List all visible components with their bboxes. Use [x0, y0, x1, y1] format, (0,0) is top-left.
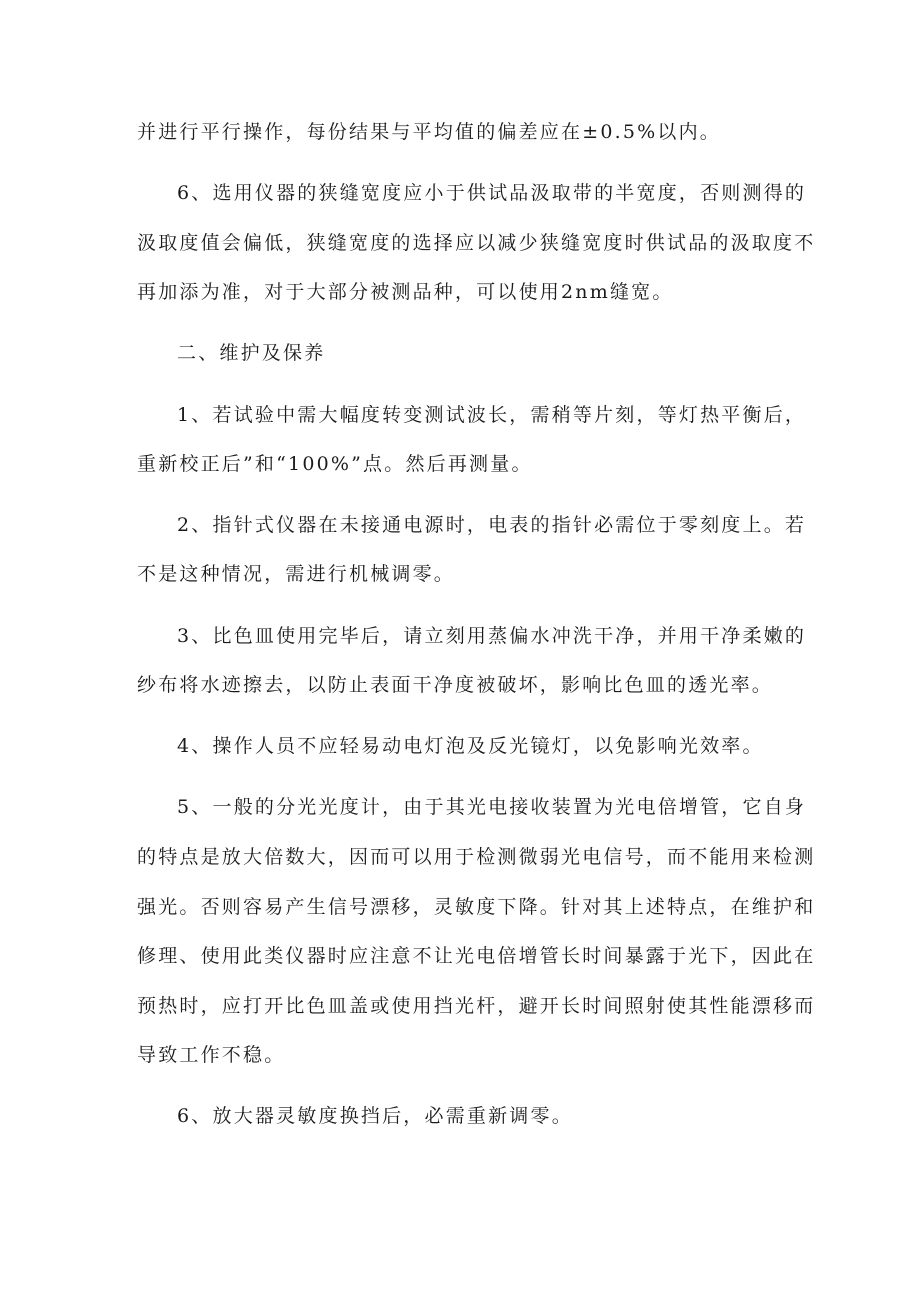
text-line: 6、选用仪器的狭缝宽度应小于供试品汲取带的半宽度，否则测得的 [177, 182, 807, 204]
text-line: 修理、使用此类仪器时应注意不让光电倍增管长时间暴露于光下，因此在 [137, 945, 816, 967]
text-line: 并进行平行操作，每份结果与平均值的偏差应在±0.5%以内。 [137, 121, 721, 143]
text-line: 再加添为准，对于大部分被测品种，可以使用2nm缝宽。 [137, 281, 674, 303]
text-line: 2、指针式仪器在未接通电源时，电表的指针必需位于零刻度上。若 [177, 514, 807, 536]
text-line: 汲取度值会偏低，狭缝宽度的选择应以减少狭缝宽度时供试品的汲取度不 [137, 232, 816, 254]
text-line: 强光。否则容易产生信号漂移，灵敏度下降。针对其上述特点，在维护和 [137, 896, 816, 918]
text-line: 导致工作不稳。 [137, 1044, 286, 1066]
text-line: 纱布将水迹擦去，以防止表面干净度被破坏，影响比色皿的透光率。 [137, 674, 774, 696]
text-line: 1、若试验中需大幅度转变测试波长，需稍等片刻，等灯热平衡后， [177, 404, 807, 426]
text-line: 5、一般的分光光度计，由于其光电接收装置为光电倍增管，它自身 [177, 796, 807, 818]
text-line: 重新校正后”和“100%”点。然后再测量。 [137, 453, 533, 475]
text-line: 不是这种情况，需进行机械调零。 [137, 563, 456, 585]
text-line: 6、放大器灵敏度换挡后，必需重新调零。 [177, 1105, 573, 1127]
text-line: 预热时，应打开比色皿盖或使用挡光杆，避开长时间照射使其性能漂移而 [137, 995, 816, 1017]
section-heading: 二、维护及保养 [177, 342, 326, 364]
text-line: 3、比色皿使用完毕后，请立刻用蒸偏水冲洗干净，并用干净柔嫩的 [177, 625, 807, 647]
text-line: 的特点是放大倍数大，因而可以用于检测微弱光电信号，而不能用来检测 [137, 846, 816, 868]
text-line: 4、操作人员不应轻易动电灯泡及反光镜灯，以免影响光效率。 [177, 735, 764, 757]
